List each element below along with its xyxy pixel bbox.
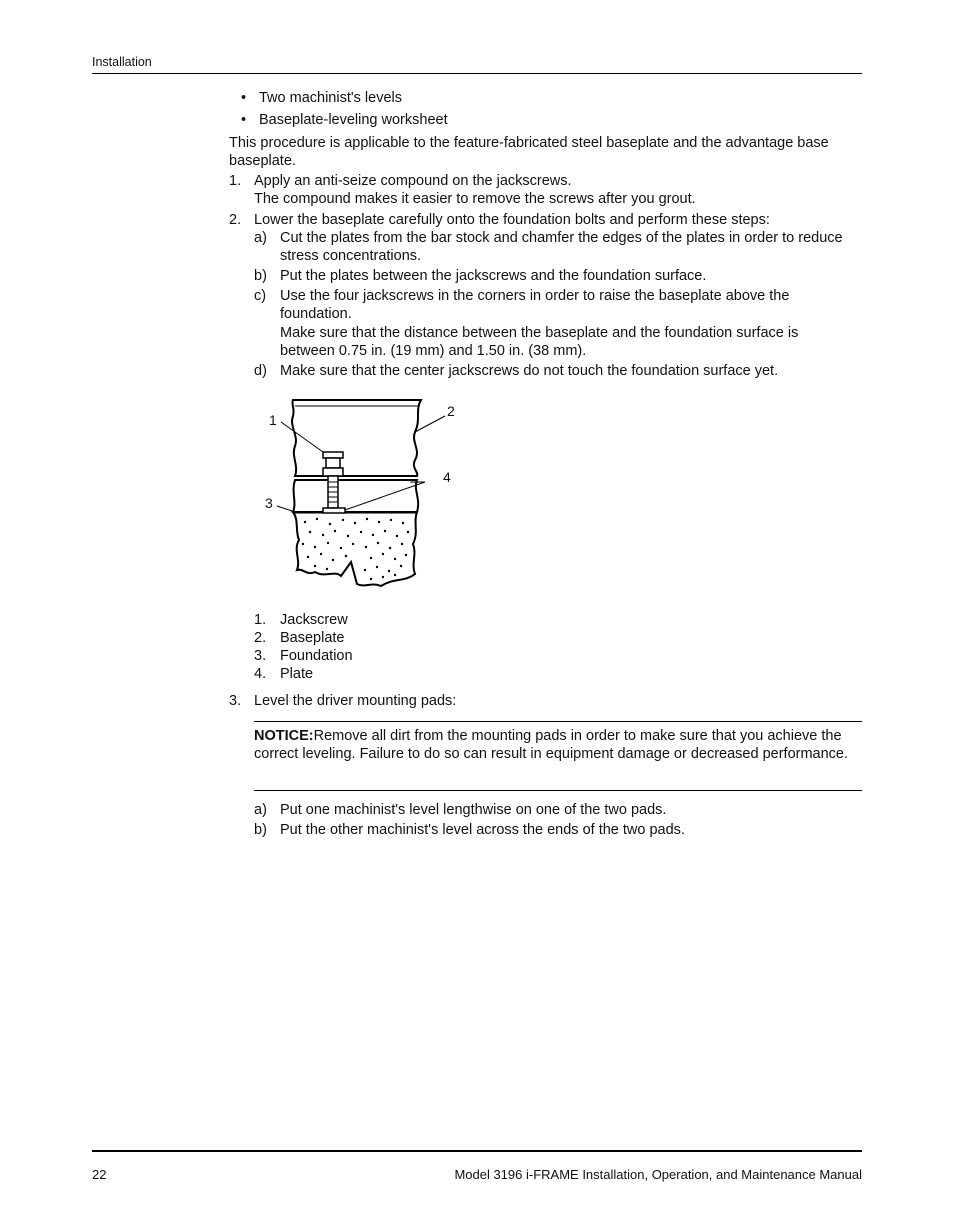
step-text: Lower the baseplate carefully onto the foundation bolts and perform these steps: xyxy=(254,212,770,228)
callout-4: 4 xyxy=(443,469,451,485)
baseplate-jackscrew-diagram xyxy=(255,392,470,598)
step-number: 3. xyxy=(229,693,242,709)
substep-text: Put one machinist's level lengthwise on one of the two pads. xyxy=(280,802,667,818)
substep-label: a) xyxy=(254,802,267,818)
header-rule xyxy=(92,73,862,74)
substep-text: Use the four jackscrews in the corners in order to raise the baseplate above the foundation. xyxy=(280,288,790,322)
step-text: Level the driver mounting pads: xyxy=(254,693,457,709)
substep-label: d) xyxy=(254,363,267,379)
substep-text: Make sure that the center jackscrews do not touch the foundation surface yet. xyxy=(280,363,779,379)
legend-number: 1. xyxy=(254,612,267,628)
callout-2: 2 xyxy=(447,403,455,419)
page-number: 22 xyxy=(92,1167,107,1182)
step-number: 1. xyxy=(229,173,242,189)
legend-label: Foundation xyxy=(280,648,353,664)
running-header: Installation xyxy=(92,55,152,69)
substep-text: Put the plates between the jackscrews and the foundation surface. xyxy=(280,268,707,284)
substep-note: Make sure that the distance between the baseplate and the foundation surface is between 0.75 in. (19 mm) and 1.50 in. (38 mm). xyxy=(280,325,799,359)
legend-number: 2. xyxy=(254,630,267,646)
substep-text: Cut the plates from the bar stock and chamfer the edges of the plates in order to reduce stress concentrations. xyxy=(280,230,843,264)
manual-title: Model 3196 i-FRAME Installation, Operation, and Maintenance Manual xyxy=(454,1167,862,1182)
baseplate-shape xyxy=(292,400,421,476)
substep-label: b) xyxy=(254,268,267,284)
plate-shape xyxy=(323,508,345,513)
legend-label: Jackscrew xyxy=(280,612,348,628)
footer-rule xyxy=(92,1150,862,1152)
legend-number: 3. xyxy=(254,648,267,664)
notice-rule-bottom xyxy=(254,790,862,791)
step-text: Apply an anti-seize compound on the jackscrews. xyxy=(254,173,572,189)
callout-1: 1 xyxy=(269,412,277,428)
step-note: The compound makes it easier to remove the screws after you grout. xyxy=(254,191,696,207)
substep-label: c) xyxy=(254,288,267,304)
notice-text: Remove all dirt from the mounting pads in order to make sure that you achieve the correct leveling. Failure to do so can result in equipment damage or decreased performance. xyxy=(254,728,849,762)
callout-3: 3 xyxy=(265,495,273,511)
legend-label: Baseplate xyxy=(280,630,345,646)
substep-text: Put the other machinist's level across the ends of the two pads. xyxy=(280,822,685,838)
substep-label: b) xyxy=(254,822,267,838)
legend-number: 4. xyxy=(254,666,267,682)
substep-label: a) xyxy=(254,230,267,246)
notice-box xyxy=(254,727,866,763)
step-number: 2. xyxy=(229,212,242,228)
notice-label: NOTICE: xyxy=(254,728,314,744)
legend-label: Plate xyxy=(280,666,314,682)
notice-rule-top xyxy=(254,721,862,722)
intro-paragraph: This procedure is applicable to the feature-fabricated steel baseplate and the advantage base baseplate. xyxy=(229,135,829,169)
